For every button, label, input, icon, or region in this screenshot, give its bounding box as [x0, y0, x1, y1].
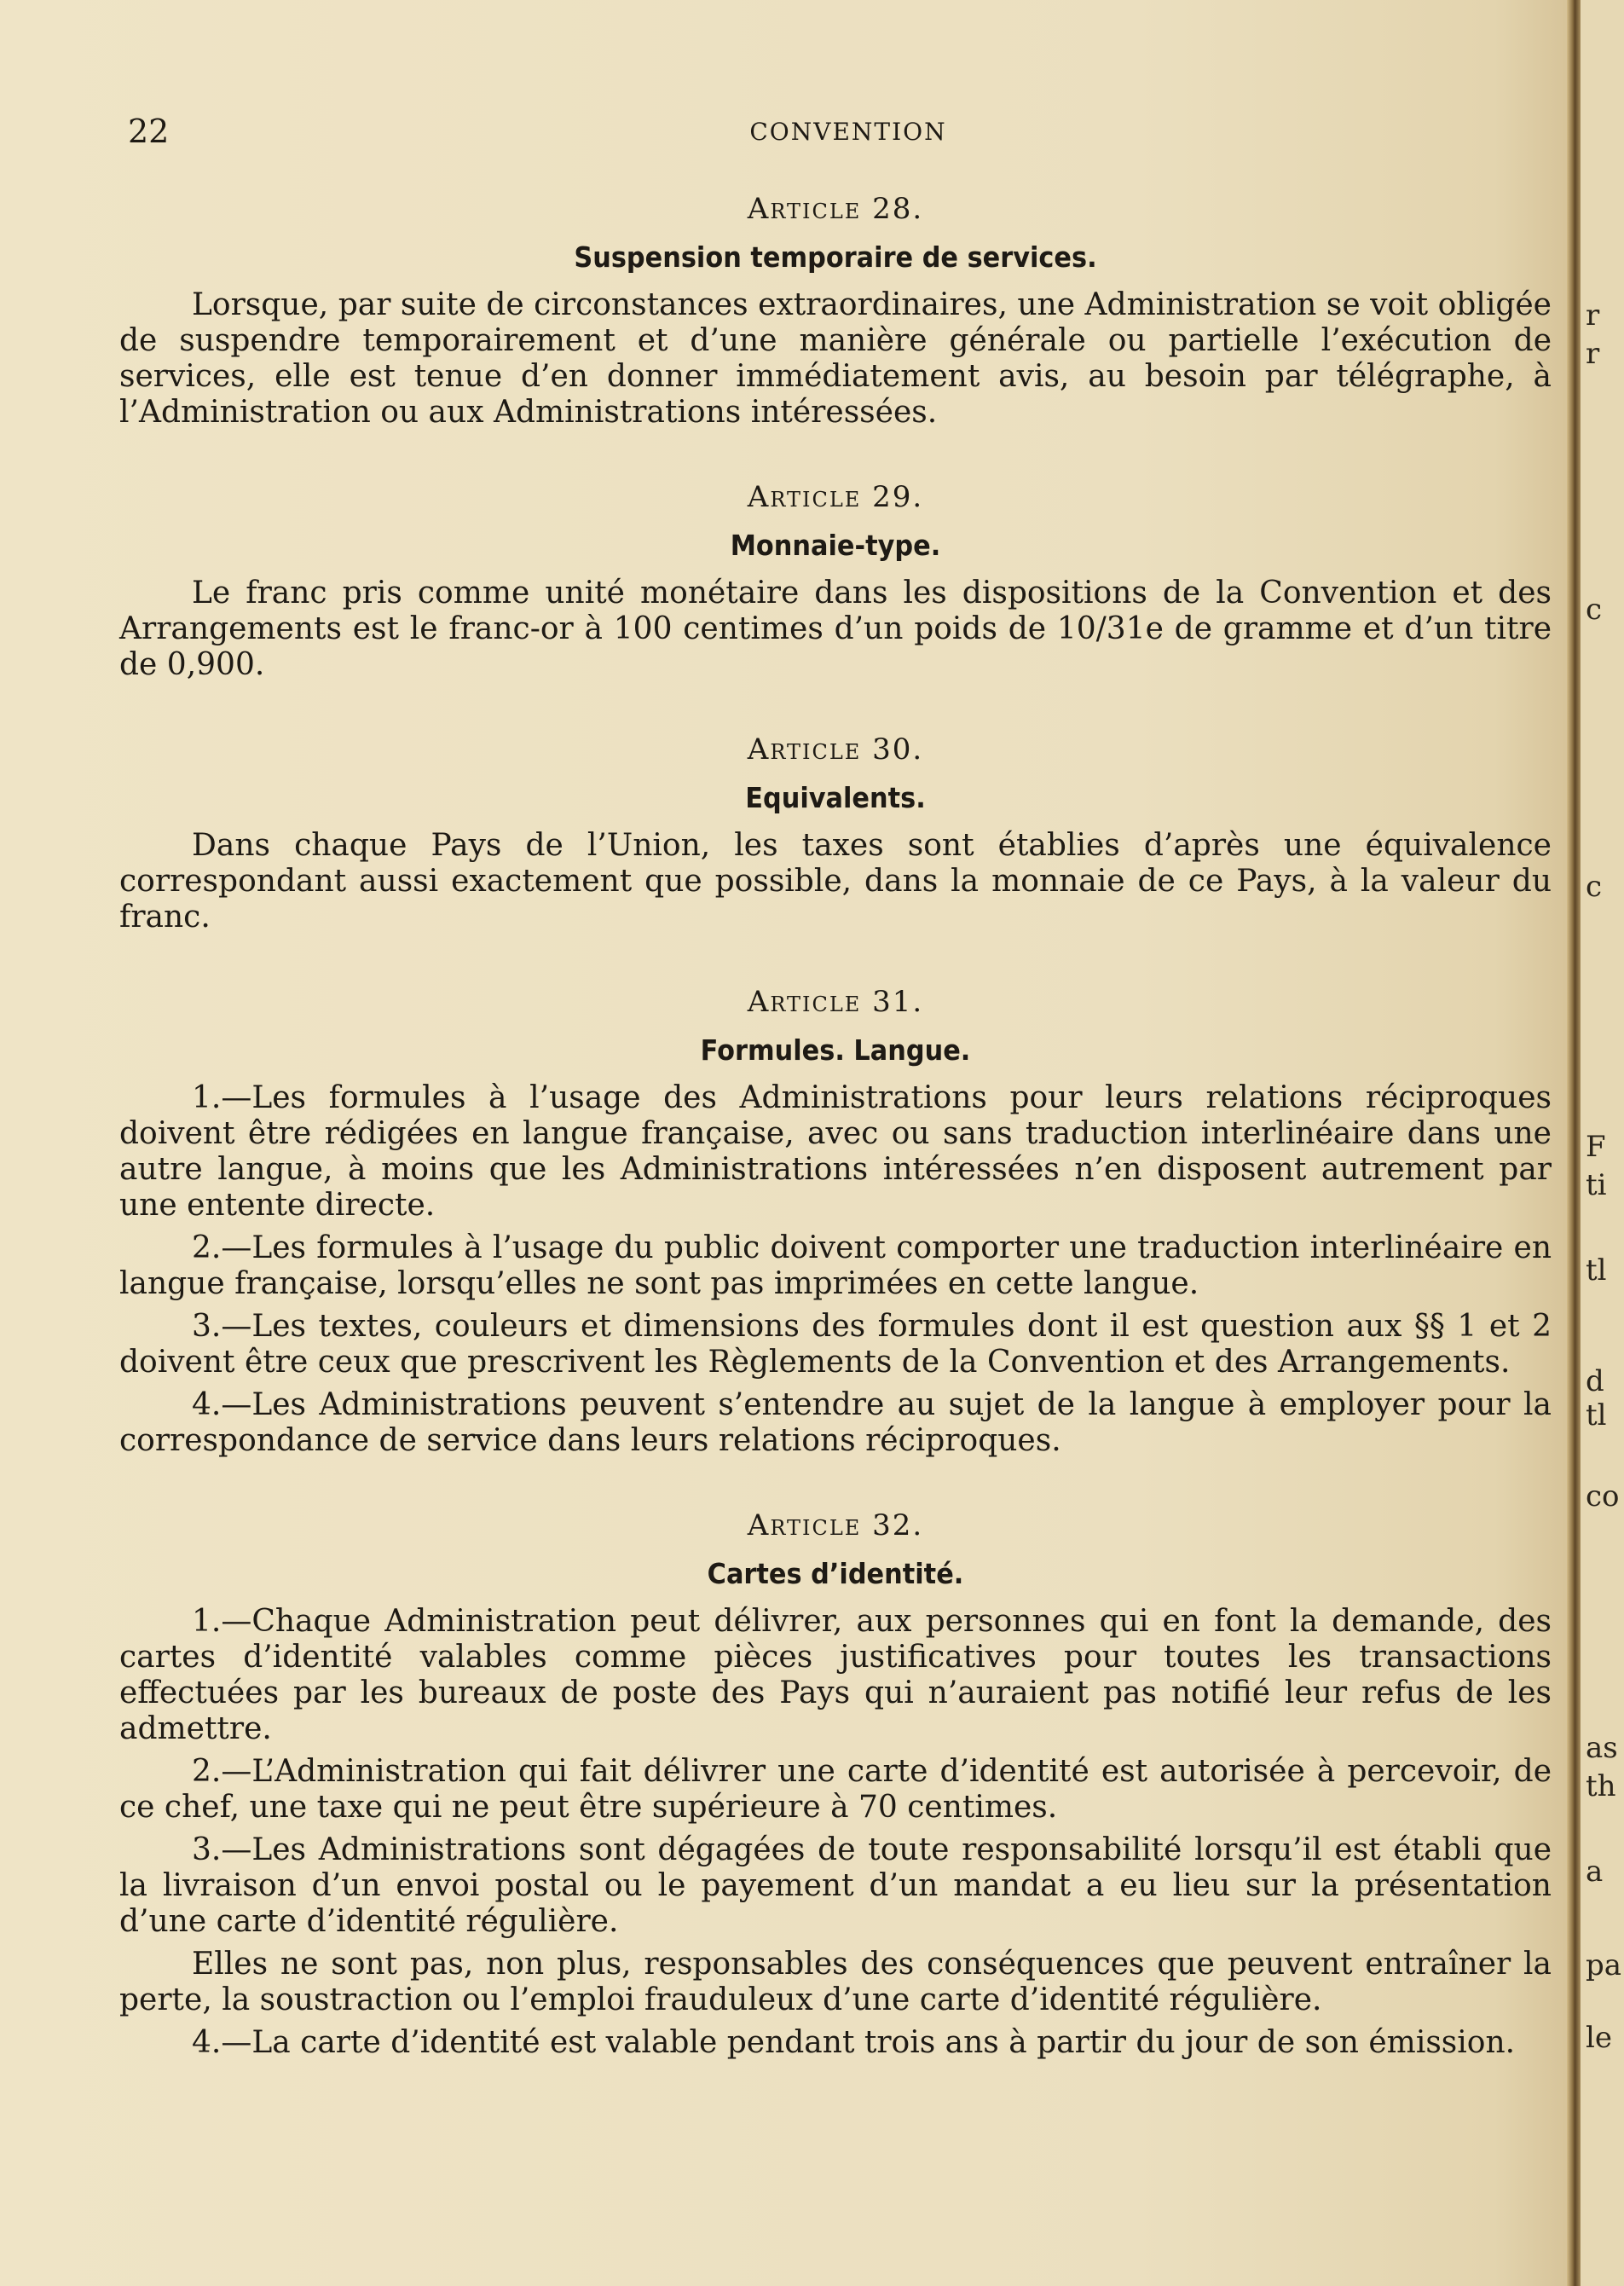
article-title: Monnaie-type. — [730, 529, 941, 562]
paragraph: 3.—Les textes, couleurs et dimensions des formules dont il est question aux §§ 1 et 2 doivent être ceux que prescrivent les Règlements de la Convention et des Arrangements. — [119, 1309, 1552, 1380]
facing-page-fragment: th — [1586, 1769, 1616, 1803]
facing-page-fragment: r — [1586, 337, 1600, 371]
paragraph: 4.—La carte d’identité est valable pendant trois ans à partir du jour de son émission. — [192, 2025, 1516, 2060]
page-number: 22 — [128, 113, 170, 150]
facing-page-fragment: co — [1586, 1479, 1620, 1513]
paragraph: Lorsque, par suite de circonstances extraordinaires, une Administration se voit obligée de suspendre temporairement et d’une manière générale ou partielle l’exécution de services, elle est tenue d’en donner immédiatement avis, au besoin par télégraphe, à l’Administration ou aux Administrations intéressées. — [119, 287, 1552, 430]
article-title: Cartes d’identité. — [707, 1557, 964, 1590]
article-32 — [119, 1508, 1552, 2061]
facing-page-fragment: d — [1586, 1364, 1604, 1398]
running-title: CONVENTION — [749, 118, 947, 146]
paragraph: Elles ne sont pas, non plus, responsables des conséquences que peuvent entraîner la perte, la soustraction ou l’emploi frauduleux d’une carte d’identité régulière. — [119, 1947, 1552, 2017]
facing-page-fragment: tl — [1586, 1398, 1607, 1432]
paragraph: 1.—Les formules à l’usage des Administrations pour leurs relations réciproques doivent être rédigées en langue française, avec ou sans traduction interlinéaire dans une autre langue, à moins que les Administrations intéressées n’en disposent autrement par une entente directe. — [119, 1080, 1552, 1223]
article-28 — [119, 192, 1552, 431]
paragraph: 2.—L’Administration qui fait délivrer une carte d’identité est autorisée à percevoir, de ce chef, une taxe qui ne peut être supérieure à 70 centimes. — [119, 1754, 1552, 1825]
article-heading: Article 32. — [747, 1508, 924, 1542]
facing-page-fragment: a — [1586, 1855, 1604, 1889]
facing-page-fragment: c — [1586, 593, 1603, 627]
paragraph: Dans chaque Pays de l’Union, les taxes sont établies d’après une équivalence correspondant aussi exactement que possible, dans la monnaie de ce Pays, à la valeur du franc. — [119, 828, 1552, 935]
facing-page-fragment: tl — [1586, 1253, 1607, 1288]
article-heading: Article 30. — [747, 732, 924, 767]
paragraph: 3.—Les Administrations sont dégagées de toute responsabilité lorsqu’il est établi que la livraison d’un envoi postal ou le payement d’un mandat a eu lieu sur la présentation d’une carte d’identité régulière. — [119, 1832, 1552, 1939]
facing-page-edge — [1581, 0, 1624, 2286]
running-head — [128, 113, 1569, 155]
body-text — [119, 192, 1552, 2068]
article-title: Formules. Langue. — [700, 1033, 971, 1067]
article-29 — [119, 480, 1552, 683]
paragraph: Le franc pris comme unité monétaire dans les dispositions de la Convention et des Arrangements est le franc-or à 100 centimes d’un poids de 10/31e de gramme et d’un titre de 0,900. — [119, 576, 1552, 682]
facing-page-fragment: pa — [1586, 1948, 1622, 1982]
facing-page-fragment: as — [1586, 1731, 1618, 1765]
article-title: Suspension temporaire de services. — [574, 240, 1097, 274]
article-30 — [119, 732, 1552, 935]
article-31 — [119, 985, 1552, 1459]
article-heading: Article 29. — [747, 480, 924, 514]
paragraph: 2.—Les formules à l’usage du public doivent comporter une traduction interlinéaire en langue française, lorsqu’elles ne sont pas imprimées en cette langue. — [119, 1230, 1552, 1301]
facing-page-fragment: F — [1586, 1130, 1606, 1164]
article-heading: Article 31. — [747, 985, 924, 1019]
article-heading: Article 28. — [747, 192, 924, 226]
facing-page-fragment: r — [1586, 298, 1600, 333]
facing-page-fragment: ti — [1586, 1168, 1607, 1202]
paragraph: 4.—Les Administrations peuvent s’entendre au sujet de la langue à employer pour la correspondance de service dans leurs relations réciproques. — [119, 1387, 1552, 1458]
paragraph: 1.—Chaque Administration peut délivrer, aux personnes qui en font la demande, des cartes d’identité valables comme pièces justificatives pour toutes les transactions effectuées par les bureaux de poste des Pays qui n’auraient pas notifié leur refus de les admettre. — [119, 1604, 1552, 1746]
page-fold — [1567, 0, 1581, 2286]
facing-page-fragment: le — [1586, 2021, 1612, 2055]
facing-page-fragment: c — [1586, 870, 1603, 904]
article-title: Equivalents. — [745, 781, 926, 814]
